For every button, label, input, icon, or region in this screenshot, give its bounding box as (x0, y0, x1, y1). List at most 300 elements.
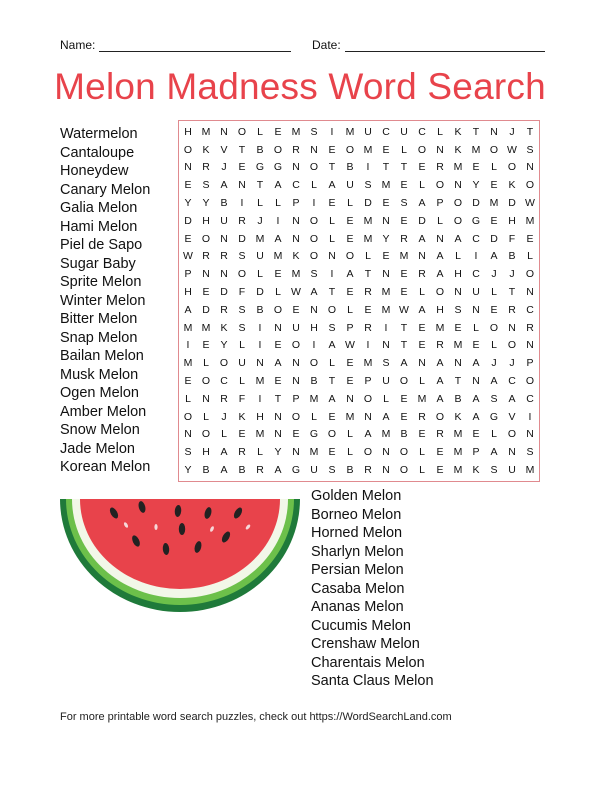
grid-cell[interactable]: L (419, 446, 425, 459)
grid-cell[interactable]: U (220, 214, 228, 227)
grid-cell[interactable]: E (400, 268, 408, 281)
grid-cell[interactable]: O (507, 161, 517, 174)
grid-cell[interactable]: L (527, 250, 533, 263)
grid-cell[interactable]: E (364, 303, 372, 316)
grid-cell[interactable]: L (257, 446, 263, 459)
grid-cell[interactable]: N (292, 375, 300, 388)
grid-cell[interactable]: R (364, 464, 372, 477)
grid-cell[interactable]: A (508, 392, 516, 405)
grid-cell[interactable]: E (382, 250, 390, 263)
grid-cell[interactable]: Y (382, 232, 390, 245)
grid-cell[interactable]: S (238, 321, 246, 334)
grid-cell[interactable]: E (184, 375, 192, 388)
grid-cell[interactable]: N (220, 125, 228, 138)
grid-cell[interactable]: R (220, 303, 228, 316)
grid-cell[interactable]: D (418, 214, 426, 227)
grid-cell[interactable]: E (436, 446, 444, 459)
grid-cell[interactable]: R (220, 392, 228, 405)
grid-cell[interactable]: O (201, 428, 211, 441)
grid-cell[interactable]: E (436, 464, 444, 477)
grid-cell[interactable]: N (526, 286, 534, 299)
grid-cell[interactable]: K (454, 410, 462, 423)
grid-cell[interactable]: E (400, 410, 408, 423)
grid-cell[interactable]: L (275, 197, 281, 210)
grid-cell[interactable]: N (526, 339, 534, 352)
grid-cell[interactable]: M (453, 339, 463, 352)
grid-cell[interactable]: S (202, 179, 210, 192)
grid-cell[interactable]: M (363, 143, 373, 156)
grid-cell[interactable]: M (309, 392, 319, 405)
grid-cell[interactable]: H (310, 321, 318, 334)
grid-cell[interactable]: U (472, 286, 480, 299)
grid-cell[interactable]: T (400, 321, 408, 334)
grid-cell[interactable]: P (292, 197, 300, 210)
grid-cell[interactable]: F (508, 232, 516, 245)
grid-cell[interactable]: C (472, 268, 480, 281)
grid-cell[interactable]: M (471, 143, 481, 156)
grid-cell[interactable]: E (238, 161, 246, 174)
grid-cell[interactable]: T (364, 268, 372, 281)
grid-cell[interactable]: J (221, 161, 227, 174)
grid-cell[interactable]: E (400, 286, 408, 299)
grid-cell[interactable]: C (220, 375, 228, 388)
grid-cell[interactable]: K (238, 410, 246, 423)
grid-cell[interactable]: E (274, 375, 282, 388)
grid-cell[interactable]: O (399, 375, 409, 388)
grid-cell[interactable]: O (183, 143, 193, 156)
grid-cell[interactable]: M (291, 268, 301, 281)
grid-cell[interactable]: L (329, 232, 335, 245)
grid-cell[interactable]: W (345, 339, 355, 352)
grid-cell[interactable]: O (399, 464, 409, 477)
grid-cell[interactable]: T (472, 125, 480, 138)
grid-cell[interactable]: V (220, 143, 228, 156)
grid-cell[interactable]: U (292, 321, 300, 334)
grid-cell[interactable]: S (184, 446, 192, 459)
grid-cell[interactable]: D (202, 303, 210, 316)
grid-cell[interactable]: L (347, 446, 353, 459)
grid-cell[interactable]: E (184, 232, 192, 245)
grid-cell[interactable]: O (201, 375, 211, 388)
grid-cell[interactable]: E (490, 179, 498, 192)
grid-cell[interactable]: T (400, 339, 408, 352)
grid-cell[interactable]: L (203, 410, 209, 423)
grid-cell[interactable]: C (526, 392, 534, 405)
grid-cell[interactable]: L (491, 428, 497, 441)
grid-cell[interactable]: O (237, 268, 247, 281)
grid-cell[interactable]: A (490, 250, 498, 263)
grid-cell[interactable]: E (184, 179, 192, 192)
grid-cell[interactable]: O (345, 143, 355, 156)
grid-cell[interactable]: S (454, 303, 462, 316)
grid-cell[interactable]: C (292, 179, 300, 192)
grid-cell[interactable]: O (309, 250, 319, 263)
grid-cell[interactable]: N (436, 232, 444, 245)
grid-cell[interactable]: S (310, 125, 318, 138)
grid-cell[interactable]: O (435, 179, 445, 192)
grid-cell[interactable]: R (238, 214, 246, 227)
grid-cell[interactable]: C (382, 125, 390, 138)
grid-cell[interactable]: E (400, 179, 408, 192)
grid-cell[interactable]: A (346, 268, 354, 281)
grid-cell[interactable]: I (258, 321, 262, 334)
grid-cell[interactable]: L (257, 197, 263, 210)
grid-cell[interactable]: L (275, 286, 281, 299)
grid-cell[interactable]: E (328, 197, 336, 210)
grid-cell[interactable]: O (219, 357, 229, 370)
grid-cell[interactable]: A (382, 410, 390, 423)
grid-cell[interactable]: F (238, 392, 246, 405)
grid-cell[interactable]: H (202, 446, 210, 459)
grid-cell[interactable]: O (201, 232, 211, 245)
grid-cell[interactable]: M (417, 392, 427, 405)
grid-cell[interactable]: S (382, 357, 390, 370)
grid-cell[interactable]: A (418, 232, 426, 245)
grid-cell[interactable]: O (507, 339, 517, 352)
grid-cell[interactable]: S (526, 143, 534, 156)
grid-cell[interactable]: G (309, 428, 319, 441)
grid-cell[interactable]: J (509, 125, 515, 138)
grid-cell[interactable]: N (184, 428, 192, 441)
grid-cell[interactable]: U (256, 250, 264, 263)
grid-cell[interactable]: L (239, 339, 245, 352)
grid-cell[interactable]: R (526, 321, 534, 334)
grid-cell[interactable]: K (472, 464, 480, 477)
grid-cell[interactable]: Y (202, 197, 210, 210)
grid-cell[interactable]: M (525, 214, 535, 227)
grid-cell[interactable]: N (292, 232, 300, 245)
grid-cell[interactable]: E (328, 410, 336, 423)
grid-cell[interactable]: T (328, 286, 336, 299)
grid-cell[interactable]: A (490, 375, 498, 388)
grid-cell[interactable]: N (508, 321, 516, 334)
grid-cell[interactable]: N (472, 303, 480, 316)
grid-cell[interactable]: N (436, 143, 444, 156)
grid-cell[interactable]: S (400, 197, 408, 210)
grid-cell[interactable]: N (454, 286, 462, 299)
grid-cell[interactable]: A (472, 410, 480, 423)
grid-cell[interactable]: L (437, 214, 443, 227)
grid-cell[interactable]: A (436, 375, 444, 388)
grid-cell[interactable]: O (453, 214, 463, 227)
grid-cell[interactable]: Y (274, 446, 282, 459)
grid-cell[interactable]: E (382, 197, 390, 210)
grid-cell[interactable]: I (384, 321, 388, 334)
grid-cell[interactable]: G (489, 410, 499, 423)
grid-cell[interactable]: D (256, 286, 264, 299)
grid-cell[interactable]: A (436, 250, 444, 263)
grid-cell[interactable]: R (364, 321, 372, 334)
grid-cell[interactable]: N (454, 179, 462, 192)
grid-cell[interactable]: I (276, 214, 280, 227)
grid-cell[interactable]: W (525, 197, 535, 210)
grid-cell[interactable]: N (472, 375, 480, 388)
grid-cell[interactable]: E (490, 303, 498, 316)
grid-cell[interactable]: R (202, 161, 210, 174)
grid-cell[interactable]: O (525, 179, 535, 192)
grid-cell[interactable]: N (382, 464, 390, 477)
grid-cell[interactable]: T (328, 375, 336, 388)
grid-cell[interactable]: O (309, 214, 319, 227)
grid-cell[interactable]: M (399, 250, 409, 263)
grid-cell[interactable]: I (474, 250, 478, 263)
grid-cell[interactable]: O (435, 286, 445, 299)
grid-cell[interactable]: G (273, 161, 283, 174)
grid-cell[interactable]: T (274, 392, 282, 405)
grid-cell[interactable]: T (526, 125, 534, 138)
grid-cell[interactable]: O (309, 161, 319, 174)
grid-cell[interactable]: N (382, 268, 390, 281)
grid-cell[interactable]: L (419, 375, 425, 388)
grid-cell[interactable]: O (309, 232, 319, 245)
grid-cell[interactable]: L (347, 197, 353, 210)
grid-cell[interactable]: U (400, 125, 408, 138)
grid-cell[interactable]: R (508, 303, 516, 316)
grid-cell[interactable]: E (202, 339, 210, 352)
grid-cell[interactable]: N (418, 250, 426, 263)
grid-cell[interactable]: T (382, 161, 390, 174)
grid-cell[interactable]: M (291, 125, 301, 138)
grid-cell[interactable]: O (309, 357, 319, 370)
grid-cell[interactable]: W (291, 286, 301, 299)
grid-cell[interactable]: U (346, 179, 354, 192)
grid-cell[interactable]: N (328, 250, 336, 263)
grid-cell[interactable]: O (435, 410, 445, 423)
grid-cell[interactable]: L (401, 143, 407, 156)
grid-cell[interactable]: U (382, 375, 390, 388)
grid-cell[interactable]: L (347, 428, 353, 441)
grid-cell[interactable]: A (274, 357, 282, 370)
grid-cell[interactable]: L (239, 375, 245, 388)
grid-cell[interactable]: N (526, 428, 534, 441)
grid-cell[interactable]: U (364, 125, 372, 138)
grid-cell[interactable]: I (312, 197, 316, 210)
grid-cell[interactable]: M (435, 321, 445, 334)
grid-cell[interactable]: E (292, 303, 300, 316)
grid-cell[interactable]: N (292, 446, 300, 459)
grid-cell[interactable]: L (329, 357, 335, 370)
grid-cell[interactable]: I (258, 392, 262, 405)
grid-cell[interactable]: M (381, 428, 391, 441)
grid-cell[interactable]: M (255, 428, 265, 441)
grid-cell[interactable]: M (363, 357, 373, 370)
grid-cell[interactable]: H (184, 125, 192, 138)
grid-cell[interactable]: L (221, 428, 227, 441)
grid-cell[interactable]: C (526, 303, 534, 316)
grid-cell[interactable]: L (257, 268, 263, 281)
grid-cell[interactable]: N (508, 446, 516, 459)
grid-cell[interactable]: E (328, 143, 336, 156)
grid-cell[interactable]: C (418, 125, 426, 138)
grid-cell[interactable]: P (346, 321, 354, 334)
grid-cell[interactable]: A (472, 392, 480, 405)
grid-cell[interactable]: J (221, 410, 227, 423)
grid-cell[interactable]: Y (220, 339, 228, 352)
grid-cell[interactable]: H (508, 214, 516, 227)
grid-cell[interactable]: E (382, 143, 390, 156)
grid-cell[interactable]: A (220, 179, 228, 192)
grid-cell[interactable]: P (526, 357, 534, 370)
grid-cell[interactable]: N (274, 410, 282, 423)
grid-cell[interactable]: H (256, 410, 264, 423)
grid-cell[interactable]: A (310, 286, 318, 299)
grid-cell[interactable]: E (400, 392, 408, 405)
grid-cell[interactable]: N (274, 321, 282, 334)
grid-cell[interactable]: A (490, 446, 498, 459)
grid-cell[interactable]: J (491, 268, 497, 281)
grid-cell[interactable]: V (508, 410, 516, 423)
grid-cell[interactable]: E (274, 125, 282, 138)
grid-cell[interactable]: L (419, 464, 425, 477)
grid-cell[interactable]: R (418, 268, 426, 281)
grid-cell[interactable]: C (508, 375, 516, 388)
grid-cell[interactable]: M (345, 125, 355, 138)
grid-cell[interactable]: A (472, 357, 480, 370)
grid-cell[interactable]: T (328, 161, 336, 174)
grid-cell[interactable]: I (528, 410, 532, 423)
grid-cell[interactable]: N (382, 339, 390, 352)
grid-cell[interactable]: M (381, 179, 391, 192)
grid-cell[interactable]: A (220, 464, 228, 477)
grid-cell[interactable]: O (489, 321, 499, 334)
grid-cell[interactable]: L (437, 125, 443, 138)
grid-cell[interactable]: A (436, 357, 444, 370)
grid-cell[interactable]: S (490, 392, 498, 405)
grid-cell[interactable]: C (472, 232, 480, 245)
grid-cell[interactable]: M (345, 410, 355, 423)
grid-cell[interactable]: H (436, 303, 444, 316)
grid-cell[interactable]: B (508, 250, 516, 263)
grid-cell[interactable]: L (311, 410, 317, 423)
grid-cell[interactable]: B (256, 143, 264, 156)
grid-cell[interactable]: E (418, 428, 426, 441)
grid-cell[interactable]: L (347, 303, 353, 316)
grid-cell[interactable]: I (366, 339, 370, 352)
grid-cell[interactable]: P (436, 197, 444, 210)
grid-cell[interactable]: M (453, 428, 463, 441)
grid-cell[interactable]: A (274, 232, 282, 245)
grid-cell[interactable]: L (203, 357, 209, 370)
grid-cell[interactable]: T (256, 179, 264, 192)
grid-cell[interactable]: E (346, 357, 354, 370)
grid-cell[interactable]: E (418, 321, 426, 334)
grid-cell[interactable]: E (274, 268, 282, 281)
grid-cell[interactable]: R (436, 339, 444, 352)
grid-cell[interactable]: K (454, 143, 462, 156)
grid-cell[interactable]: M (183, 357, 193, 370)
grid-cell[interactable]: M (381, 303, 391, 316)
grid-cell[interactable]: J (509, 357, 515, 370)
grid-cell[interactable]: P (292, 392, 300, 405)
grid-cell[interactable]: E (274, 339, 282, 352)
grid-cell[interactable]: N (382, 214, 390, 227)
grid-cell[interactable]: E (346, 286, 354, 299)
grid-cell[interactable]: M (309, 446, 319, 459)
grid-cell[interactable]: M (363, 232, 373, 245)
grid-cell[interactable]: N (418, 357, 426, 370)
grid-cell[interactable]: U (238, 357, 246, 370)
grid-cell[interactable]: E (418, 161, 426, 174)
grid-cell[interactable]: M (381, 286, 391, 299)
grid-cell[interactable]: R (202, 250, 210, 263)
grid-cell[interactable]: N (364, 410, 372, 423)
grid-cell[interactable]: O (291, 339, 301, 352)
grid-cell[interactable]: O (363, 446, 373, 459)
grid-cell[interactable]: B (238, 464, 246, 477)
grid-cell[interactable]: B (256, 303, 264, 316)
grid-cell[interactable]: K (454, 125, 462, 138)
grid-cell[interactable]: A (328, 179, 336, 192)
grid-cell[interactable]: R (418, 410, 426, 423)
grid-cell[interactable]: M (525, 464, 535, 477)
grid-cell[interactable]: H (454, 268, 462, 281)
grid-cell[interactable]: E (490, 214, 498, 227)
grid-cell[interactable]: O (363, 392, 373, 405)
grid-cell[interactable]: K (508, 179, 516, 192)
grid-cell[interactable]: R (436, 428, 444, 441)
grid-cell[interactable]: L (257, 125, 263, 138)
grid-cell[interactable]: M (453, 464, 463, 477)
grid-cell[interactable]: M (453, 161, 463, 174)
grid-cell[interactable]: O (327, 428, 337, 441)
grid-cell[interactable]: T (400, 161, 408, 174)
grid-cell[interactable]: E (472, 428, 480, 441)
date-line[interactable] (345, 39, 545, 52)
grid-cell[interactable]: I (186, 339, 190, 352)
grid-cell[interactable]: N (274, 428, 282, 441)
grid-cell[interactable]: L (455, 250, 461, 263)
grid-cell[interactable]: B (310, 375, 318, 388)
grid-cell[interactable]: R (220, 250, 228, 263)
grid-cell[interactable]: L (419, 286, 425, 299)
grid-cell[interactable]: N (292, 161, 300, 174)
grid-cell[interactable]: N (256, 357, 264, 370)
grid-cell[interactable]: Y (472, 179, 480, 192)
grid-cell[interactable]: L (491, 286, 497, 299)
grid-cell[interactable]: O (399, 446, 409, 459)
grid-cell[interactable]: R (256, 464, 264, 477)
grid-cell[interactable]: I (312, 339, 316, 352)
grid-cell[interactable]: L (473, 321, 479, 334)
grid-cell[interactable]: W (507, 143, 517, 156)
grid-cell[interactable]: U (508, 464, 516, 477)
grid-cell[interactable]: E (472, 161, 480, 174)
grid-cell[interactable]: O (417, 143, 427, 156)
grid-cell[interactable]: N (526, 161, 534, 174)
grid-cell[interactable]: L (365, 250, 371, 263)
grid-cell[interactable]: W (399, 303, 409, 316)
grid-cell[interactable]: L (329, 214, 335, 227)
grid-cell[interactable]: R (292, 143, 300, 156)
grid-cell[interactable]: M (255, 375, 265, 388)
grid-cell[interactable]: N (184, 161, 192, 174)
grid-cell[interactable]: A (454, 232, 462, 245)
grid-cell[interactable]: O (237, 125, 247, 138)
grid-cell[interactable]: E (328, 446, 336, 459)
grid-cell[interactable]: J (491, 357, 497, 370)
grid-cell[interactable]: S (490, 464, 498, 477)
grid-cell[interactable]: N (382, 446, 390, 459)
grid-cell[interactable]: A (400, 357, 408, 370)
grid-cell[interactable]: A (328, 392, 336, 405)
grid-cell[interactable]: P (184, 268, 192, 281)
grid-cell[interactable]: N (346, 392, 354, 405)
grid-cell[interactable]: O (291, 410, 301, 423)
grid-cell[interactable]: I (258, 339, 262, 352)
grid-cell[interactable]: W (183, 250, 193, 263)
grid-cell[interactable]: E (346, 232, 354, 245)
grid-cell[interactable]: K (292, 250, 300, 263)
